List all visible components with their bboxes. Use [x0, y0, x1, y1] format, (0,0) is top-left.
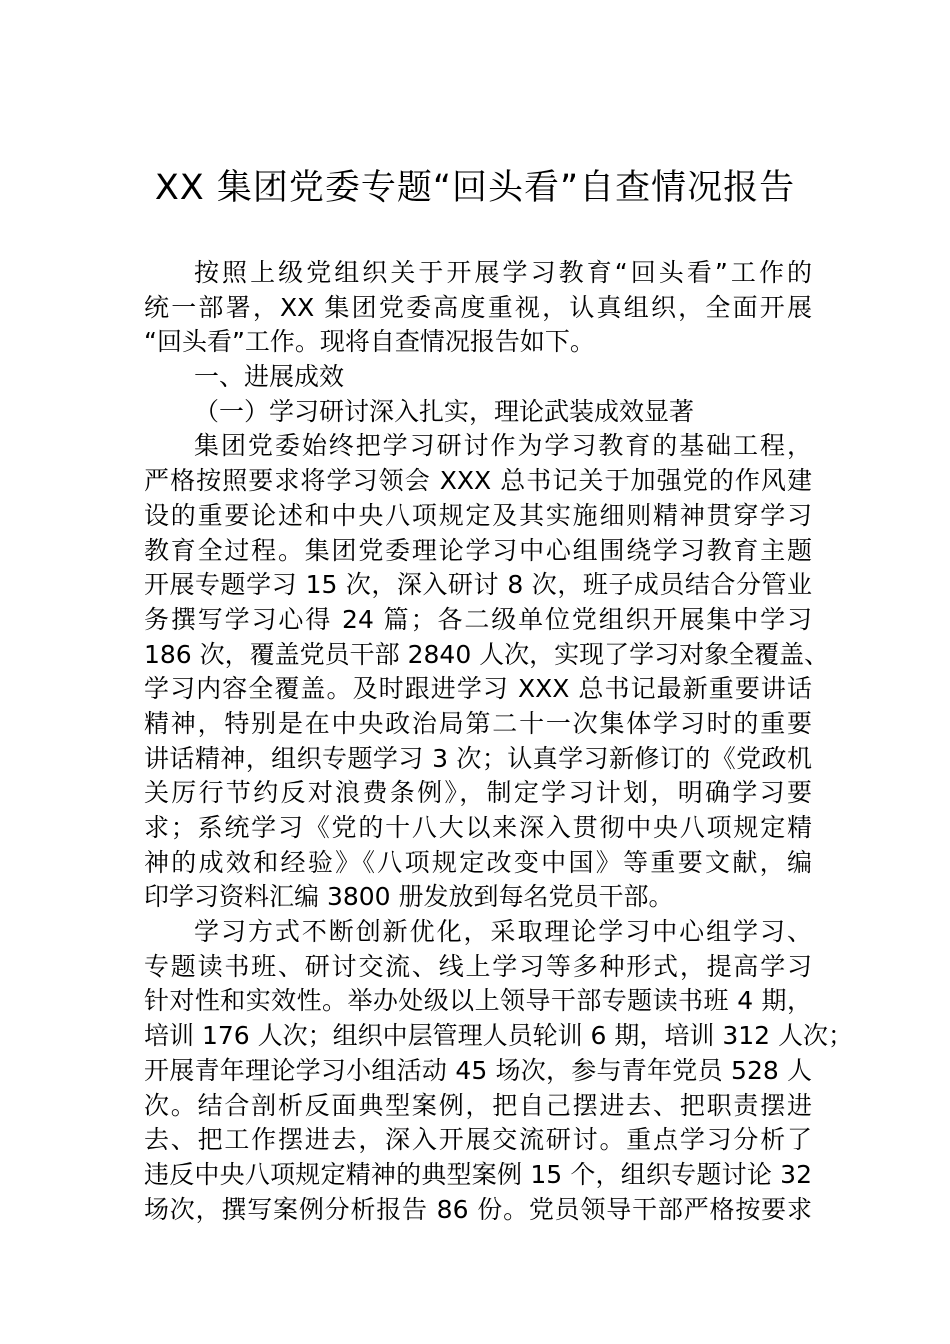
- body-line: “回头看”工作。现将自查情况报告如下。: [144, 327, 595, 357]
- body-line: 违反中央八项规定精神的典型案例 15 个，组织专题讨论 32: [144, 1159, 812, 1189]
- body-line: 186 次，覆盖党员干部 2840 人次，实现了学习对象全覆盖、: [144, 639, 830, 669]
- body-line: 印学习资料汇编 3800 册发放到每名党员干部。: [144, 882, 674, 912]
- body-line: 关厉行节约反对浪费条例》，制定学习计划，明确学习要: [144, 778, 812, 808]
- body-line: 按照上级党组织关于开展学习教育“回头看”工作的: [194, 258, 812, 287]
- body-line: 神的成效和经验》《八项规定改变中国》等重要文献，编: [144, 847, 812, 877]
- body-line: 培训 176 人次；组织中层管理人员轮训 6 期，培训 312 人次；: [144, 1021, 854, 1051]
- body-line: 针对性和实效性。举办处级以上领导干部专题读书班 4 期，: [144, 986, 812, 1016]
- body-line: 集团党委始终把学习研讨作为学习教育的基础工程，: [194, 431, 812, 461]
- body-line: 场次，撰写案例分析报告 86 份。党员领导干部严格按要求: [144, 1194, 812, 1224]
- body-line: 务撰写学习心得 24 篇；各二级单位党组织开展集中学习: [144, 604, 812, 634]
- body-line: 去、把工作摆进去，深入开展交流研讨。重点学习分析了: [144, 1125, 812, 1155]
- body-line: 次。结合剖析反面典型案例，把自己摆进去、把职责摆进: [144, 1090, 812, 1120]
- body-line: 求；系统学习《党的十八大以来深入贯彻中央八项规定精: [144, 813, 812, 842]
- body-line: 学习内容全覆盖。及时跟进学习 XXX 总书记最新重要讲话: [144, 674, 812, 704]
- body-line: 一、进展成效: [194, 362, 345, 392]
- body-line: 设的重要论述和中央八项规定及其实施细则精神贯穿学习: [144, 500, 812, 530]
- body-line: 开展青年理论学习小组活动 45 场次，参与青年党员 528 人: [144, 1055, 812, 1085]
- body-line: 统一部署，XX 集团党委高度重视，认真组织，全面开展: [144, 292, 812, 322]
- body-line: 专题读书班、研讨交流、线上学习等多种形式，提高学习: [144, 951, 812, 981]
- document-title: XX 集团党委专题“回头看”自查情况报告: [154, 168, 796, 208]
- body-line: 学习方式不断创新优化，采取理论学习中心组学习、: [194, 917, 812, 947]
- body-line: 讲话精神，组织专题学习 3 次；认真学习新修订的《党政机: [144, 743, 812, 773]
- body-line: 严格按照要求将学习领会 XXX 总书记关于加强党的作风建: [144, 466, 812, 496]
- body-line: 开展专题学习 15 次，深入研讨 8 次，班子成员结合分管业: [144, 570, 812, 600]
- body-line: （一）学习研讨深入扎实，理论武装成效显著: [194, 396, 695, 426]
- document-body: [144, 256, 854, 1227]
- body-line: 教育全过程。集团党委理论学习中心组围绕学习教育主题: [144, 535, 812, 565]
- body-line: 精神，特别是在中央政治局第二十一次集体学习时的重要: [144, 708, 812, 738]
